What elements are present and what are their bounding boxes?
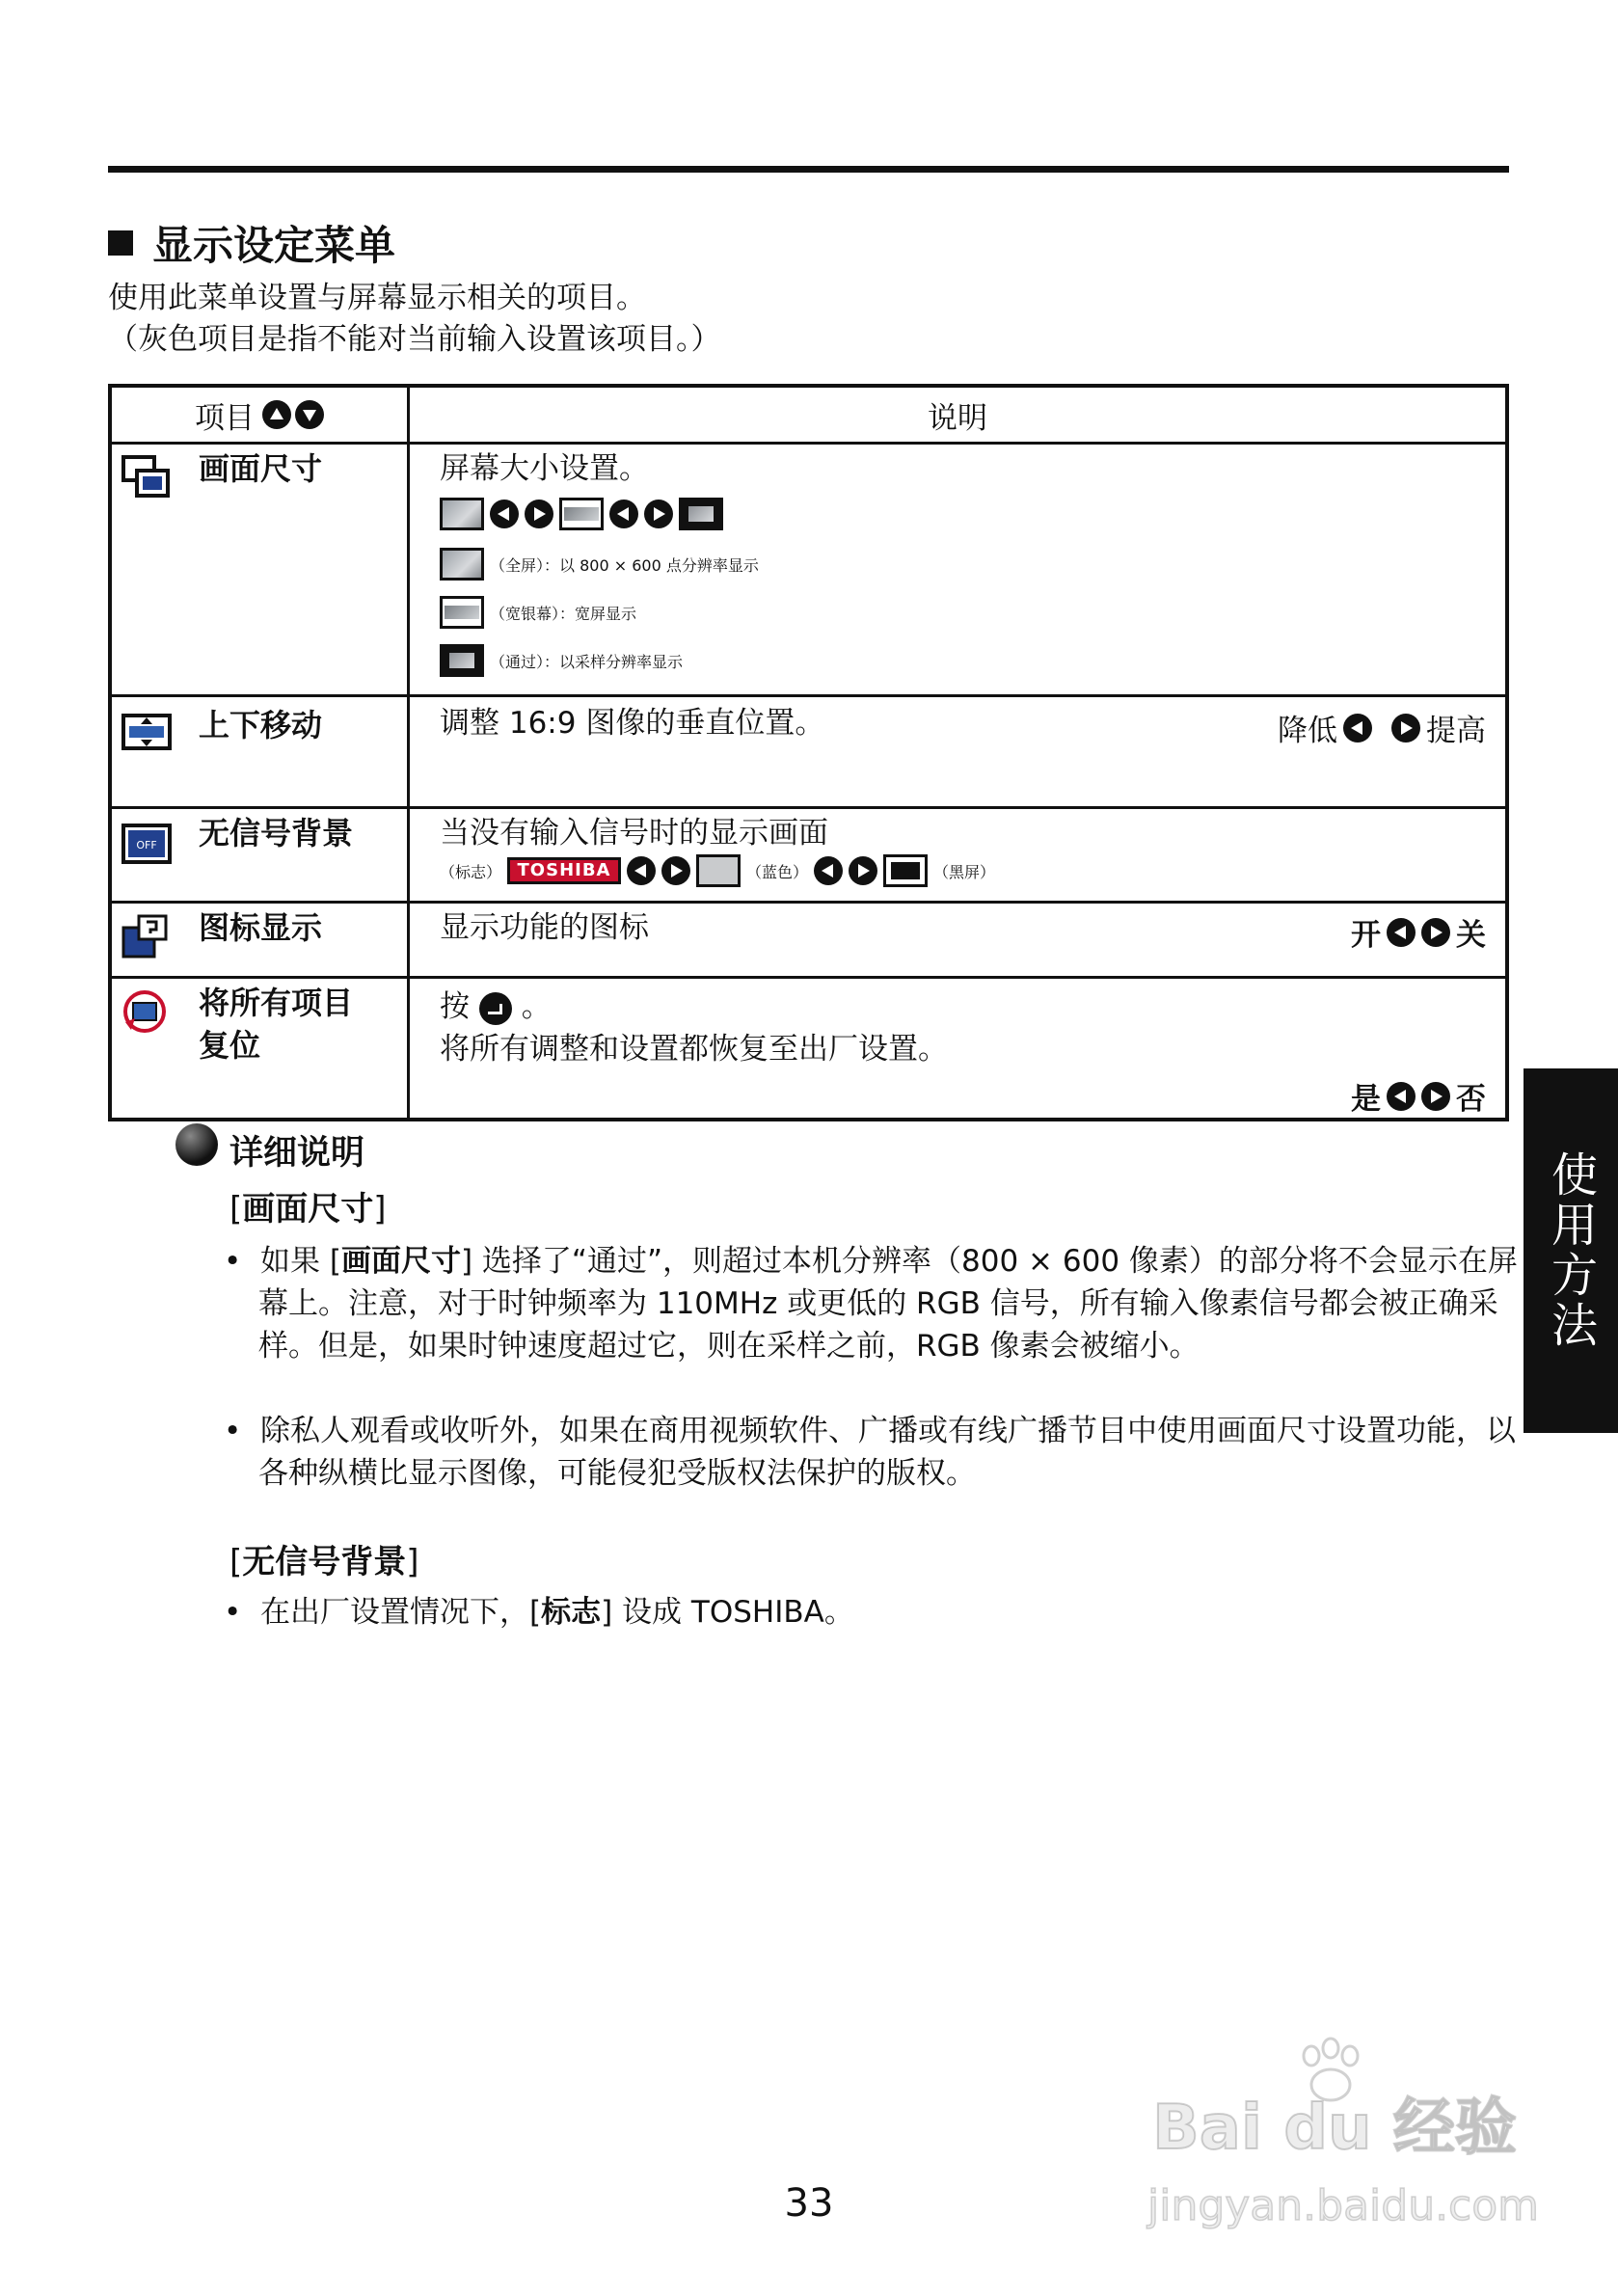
row-desc-vertical-move: 调整 16:9 图像的垂直位置。 [440, 706, 825, 741]
left-arrow-icon [490, 500, 519, 528]
left-arrow-icon [1387, 1082, 1416, 1111]
right-arrow-icon [644, 500, 673, 528]
vertical-move-icon [121, 710, 172, 754]
reset-icon [121, 989, 172, 1034]
full-screen-icon [440, 548, 484, 581]
row-divider [112, 901, 1505, 904]
column-divider [407, 388, 410, 1118]
left-arrow-icon [1343, 714, 1372, 743]
icon-display-control: 开 关 [1351, 918, 1486, 953]
square-bullet-icon [108, 230, 133, 256]
row-name-icon-display: 图标显示 [199, 909, 323, 946]
through-mode-icon [679, 498, 723, 530]
side-tab: 使用方法 [1524, 1068, 1618, 1433]
row-divider [112, 442, 1505, 445]
left-arrow-icon [627, 856, 656, 885]
option-full: （全屏）：以 800 × 600 点分辨率显示 [440, 548, 759, 581]
row-desc-no-signal: 当没有输入信号时的显示画面 [440, 816, 828, 851]
icon-display-icon [121, 914, 172, 959]
row-name-reset: 将所有项目 复位 [199, 985, 354, 1064]
details-title: 详细说明 [229, 1134, 365, 1173]
details-subheading-no-signal: [无信号背景] [229, 1543, 419, 1581]
row-divider [112, 976, 1505, 979]
row-desc-reset: 将所有调整和设置都恢复至出厂设置。 [440, 1032, 948, 1067]
row-name-no-signal: 无信号背景 [199, 815, 354, 851]
black-screen-icon [883, 854, 928, 887]
vertical-move-control: 降低 提高 [1278, 714, 1486, 748]
left-arrow-icon [814, 856, 843, 885]
toshiba-logo: TOSHIBA [507, 857, 621, 884]
enter-icon [479, 992, 512, 1025]
sphere-bullet-icon [175, 1123, 218, 1166]
left-arrow-icon [1387, 918, 1416, 947]
blue-screen-icon [696, 854, 741, 887]
details-bullet-1: • 如果 [画面尺寸] 选择了“通过”，则超过本机分辨率（800 × 600 像素）的部分将不会显示在屏幕上。注意，对于时钟频率为 110MHz 或更低的 RGB 信号，所有输入像素信号都会被正确采样。但是，如果时钟速度超过它，则在采样之前，RGB 像素会被缩小。 [224, 1244, 1518, 1364]
intro-line-1: 使用此菜单设置与屏幕显示相关的项目。 [108, 281, 646, 315]
background-options: （标志） TOSHIBA （蓝色） （黑屏） [440, 854, 995, 887]
down-arrow-icon [295, 400, 324, 429]
row-desc-screen-size: 屏幕大小设置。 [440, 451, 649, 486]
right-arrow-icon [849, 856, 877, 885]
wide-screen-icon [559, 498, 604, 530]
right-arrow-icon [1421, 918, 1450, 947]
watermark-url: jingyan.baidu.com [1147, 2181, 1540, 2230]
section-title: 显示设定菜单 [152, 222, 396, 269]
option-wide: （宽银幕）：宽屏显示 [440, 596, 636, 629]
screen-size-options [440, 498, 723, 530]
row-divider [112, 806, 1505, 809]
details-subheading-screen-size: [画面尺寸] [229, 1190, 387, 1229]
option-through: （通过）：以采样分辨率显示 [440, 644, 683, 677]
svg-text:OFF: OFF [136, 839, 157, 851]
screen-size-icon [121, 455, 172, 500]
full-screen-icon [440, 498, 484, 530]
right-arrow-icon [1391, 714, 1420, 743]
row-name-screen-size: 画面尺寸 [199, 450, 323, 487]
page-number: 33 [784, 2181, 834, 2226]
details-bullet-2: • 除私人观看或收听外，如果在商用视频软件、广播或有线广播节目中使用画面尺寸设置功能，以各种纵横比显示图像，可能侵犯受版权法保护的版权。 [224, 1414, 1516, 1491]
right-arrow-icon [525, 500, 553, 528]
wide-screen-icon [440, 596, 484, 629]
up-arrow-icon [262, 400, 291, 429]
table-header-desc: 说明 [928, 400, 987, 436]
reset-control: 是 否 [1351, 1082, 1486, 1117]
no-signal-background-icon [121, 822, 172, 866]
row-divider [112, 694, 1505, 697]
row-desc-icon-display: 显示功能的图标 [440, 910, 649, 945]
intro-line-2: （灰色项目是指不能对当前输入设置该项目。） [108, 322, 721, 357]
row-desc-reset-press: 按 。 [440, 989, 552, 1024]
right-arrow-icon [661, 856, 690, 885]
right-arrow-icon [1421, 1082, 1450, 1111]
through-mode-icon [440, 644, 484, 677]
display-settings-table [108, 384, 1509, 1121]
left-arrow-icon [609, 500, 638, 528]
top-rule [108, 166, 1509, 173]
watermark-brand: Bai du 经验 [1152, 2093, 1517, 2164]
details-bullet-3: • 在出厂设置情况下，[标志] 设成 TOSHIBA。 [224, 1595, 854, 1630]
section-heading [108, 214, 395, 272]
row-name-vertical-move: 上下移动 [199, 707, 323, 743]
table-header-item: 项目 [112, 388, 407, 442]
